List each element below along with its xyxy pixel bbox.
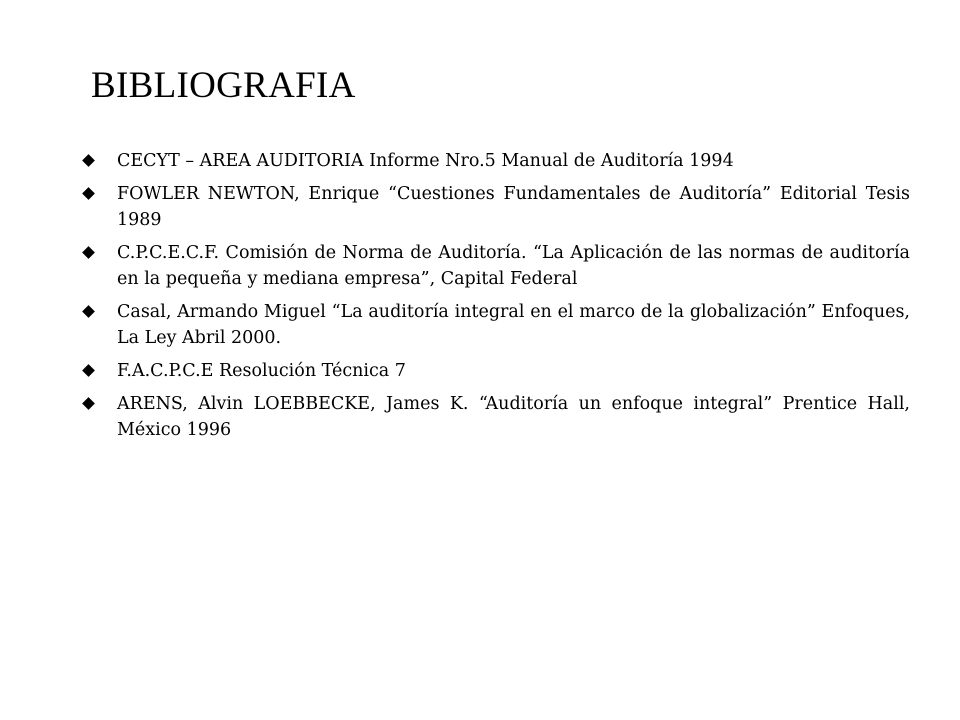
reference-text: Casal, Armando Miguel “La auditoría integral en el marco de la globalización” Enfoques, La Ley Abril 2000. <box>117 302 910 348</box>
diamond-bullet-icon <box>82 397 95 410</box>
page-title: BIBLIOGRAFIA <box>91 65 356 106</box>
diamond-bullet-icon <box>82 154 95 167</box>
list-item <box>80 358 910 384</box>
diamond-bullet-icon <box>82 187 95 200</box>
reference-text: ARENS, Alvin LOEBBECKE, James K. “Auditoría un enfoque integral” Prentice Hall, México 1996 <box>117 394 910 440</box>
list-item <box>80 148 910 174</box>
list-item <box>80 240 910 292</box>
list-item <box>80 299 910 351</box>
diamond-bullet-icon <box>82 246 95 259</box>
list-item <box>80 391 910 443</box>
diamond-bullet-icon <box>82 305 95 318</box>
diamond-bullet-icon <box>82 364 95 377</box>
reference-text: F.A.C.P.C.E Resolución Técnica 7 <box>117 361 406 381</box>
reference-text: FOWLER NEWTON, Enrique “Cuestiones Fundamentales de Auditoría” Editorial Tesis 1989 <box>117 184 910 230</box>
list-item <box>80 181 910 233</box>
reference-text: C.P.C.E.C.F. Comisión de Norma de Auditoría. “La Aplicación de las normas de auditoría en la pequeña y mediana empresa”, Capital Federal <box>117 243 910 289</box>
bibliography-list <box>80 148 910 450</box>
reference-text: CECYT – AREA AUDITORIA Informe Nro.5 Manual de Auditoría 1994 <box>117 151 734 171</box>
